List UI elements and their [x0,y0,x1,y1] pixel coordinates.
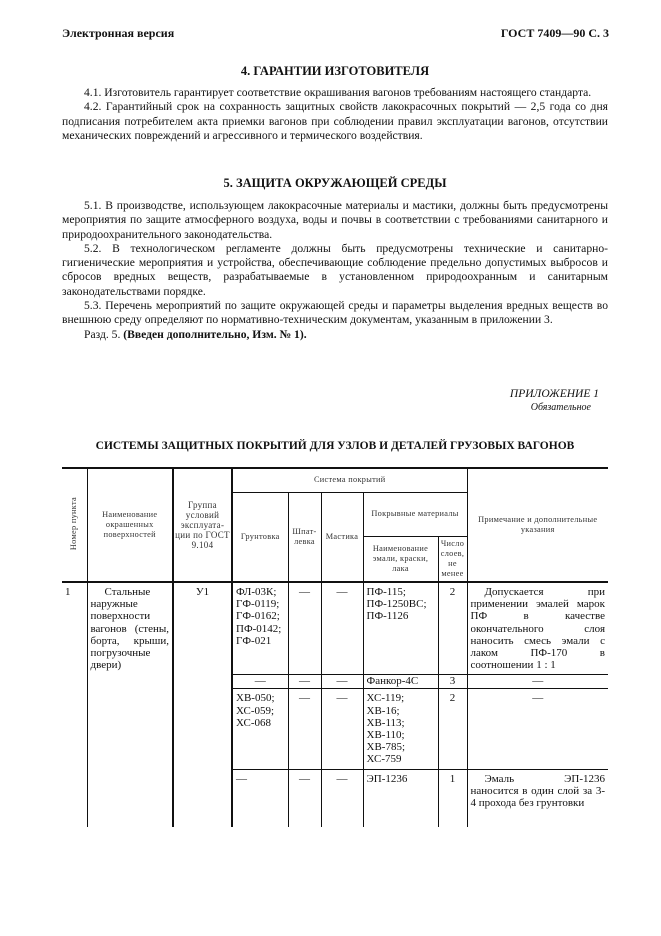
notes-cell: Допускается при применении эмалей марок ПФ в качестве окончательного слоя наносить смесь эмали с лаком ПФ-170 в соотношении 1 : 1 [467,582,608,675]
paragraph-4-1: 4.1. Изготовитель гарантирует соответствие окрашивания вагонов требованиям настоящего стандарта. [84,86,592,99]
header-left: Электронная версия [62,26,175,40]
coating-systems-table [62,467,608,827]
mastic-cell: — [321,769,363,827]
mastic-cell: — [321,675,363,689]
mastic-cell: — [321,689,363,769]
notes-cell: Эмаль ЭП-1236 наносится в один слой за 3-4 прохода без грунтовки [467,769,608,827]
primer-cell: — [232,675,288,689]
layers-cell: 2 [438,582,467,675]
header-mastic: Мастика [321,492,363,582]
layers-cell: 2 [438,689,467,769]
item-num: 1 [62,582,87,827]
section-5-title: 5. ЗАЩИТА ОКРУЖАЮЩЕЙ СРЕДЫ [223,176,447,190]
paragraph-5-3: 5.3. Перечень мероприятий по защите окружающей среды и параметры выделения вредных веществ во внешнюю среду определяют по нормативно-техническим документам, указанным в приложении 3. [62,299,608,327]
primer-cell: — [232,769,288,827]
enamel-cell: ХС-119; ХВ-16; ХВ-113; ХВ-110; ХВ-785; ХС-759 [363,689,438,769]
header-num: Номер пункта [62,468,87,582]
putty-cell: — [288,582,321,675]
appendix-label: ПРИЛОЖЕНИЕ 1 [509,388,599,400]
header-group: Группа условий эксплуата-ции по ГОСТ 9.104 [173,468,232,582]
layers-cell: 3 [438,675,467,689]
paragraph-4-2: 4.2. Гарантийный срок на сохранность защитных свойств лакокрасочных покрытий — 2,5 года со дня подписания потребителем акта приемки вагонов при соблюдении правил эксплуатации вагонов, отсутствии механических повреждений и агрессивного и термического воздействия. [62,100,608,142]
table-row [62,582,608,675]
section-4-text [62,86,608,143]
putty-cell: — [288,689,321,769]
paragraph-5-1: 5.1. В производстве, использующем лакокрасочные материалы и мастики, должны быть предусмотрены мероприятия по защите атмосферного воздуха, воды и почвы в соответствии с требованиями санитарного и природоохранительного законодательства. [62,199,608,241]
section-5-note: Разд. 5. (Введен дополнительно, Изм. № 1). [84,327,307,341]
layers-cell: 1 [438,769,467,827]
paragraph-5-2: 5.2. В технологическом регламенте должны быть предусмотрены технические и санитарно-гигиенические мероприятия и устройства, обеспечивающие соблюдение предельно допустимых выбросов и сбросов вредных веществ, разрабатываемые в установленном природоохранным и санитарным законодательствами порядке. [62,241,608,298]
header-notes: Примечание и дополнительные указания [467,468,608,582]
header-layers: Число слоев, не менее [438,536,467,582]
header-materials: Покрывные материалы [363,492,467,536]
notes-cell: — [467,675,608,689]
section-4-title: 4. ГАРАНТИИ ИЗГОТОВИТЕЛЯ [240,64,430,78]
putty-cell: — [288,769,321,827]
header-primer: Грунтовка [232,492,288,582]
header-surface: Наименование окрашенных поверхностей [87,468,173,582]
item-surface: Стальные наружные поверхности вагонов (стены, борта, крыши, погрузочные двери) [87,582,173,827]
header-enamel: Наименование эмали, краски, лака [363,536,438,582]
section-5-text [62,199,608,342]
enamel-cell: ЭП-1236 [363,769,438,827]
item-group: У1 [173,582,232,827]
header-putty: Шпат-левка [288,492,321,582]
header-system: Система покрытий [232,468,467,492]
header-right: ГОСТ 7409—90 С. 3 [500,26,609,40]
appendix-status: Обязательное [530,402,591,413]
enamel-cell: Фанкор-4С [363,675,438,689]
primer-cell: ФЛ-03К; ГФ-0119; ГФ-0162; ПФ-0142; ГФ-021 [232,582,288,675]
primer-cell: ХВ-050; ХС-059; ХС-068 [232,689,288,769]
table-title: СИСТЕМЫ ЗАЩИТНЫХ ПОКРЫТИЙ ДЛЯ УЗЛОВ И ДЕТАЛЕЙ ГРУЗОВЫХ ВАГОНОВ [95,440,575,452]
notes-cell: — [467,689,608,769]
mastic-cell: — [321,582,363,675]
enamel-cell: ПФ-115; ПФ-1250ВС; ПФ-1126 [363,582,438,675]
putty-cell: — [288,675,321,689]
